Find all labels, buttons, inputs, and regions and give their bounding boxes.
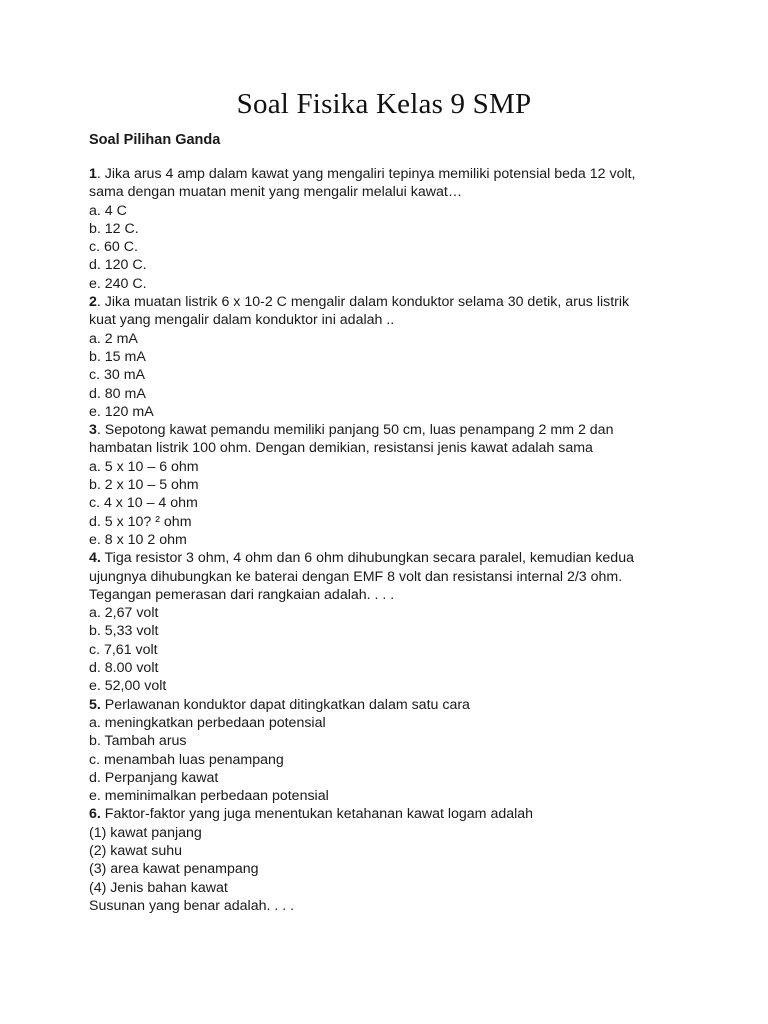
question-number: 5. [89, 696, 101, 713]
question-text-line: sama dengan muatan menit yang mengalir melalui kawat… [89, 184, 463, 201]
question-1 [89, 165, 689, 293]
question-3 [89, 421, 689, 549]
question-text: . Jika arus 4 amp dalam kawat yang mengaliri tepinya memiliki potensial beda 12 volt, [96, 166, 636, 182]
answer-option: a. 2 mA [89, 330, 138, 347]
question-number: 1 [89, 166, 97, 182]
answer-option: b. 12 C. [89, 220, 139, 237]
question-text: Perlawanan konduktor dapat ditingkatkan dalam satu cara [100, 696, 470, 713]
answer-option: c. menambah luas penampang [89, 751, 284, 768]
question-number: 6. [89, 806, 101, 823]
answer-option: a. 5 x 10 – 6 ohm [89, 458, 199, 475]
answer-option: b. 5,33 volt [89, 623, 159, 640]
answer-option: (4) Jenis bahan kawat [89, 879, 228, 896]
answer-option: c. 60 C. [89, 239, 138, 256]
answer-option: Susunan yang benar adalah. . . . [89, 897, 295, 914]
answer-option: b. 15 mA [89, 348, 146, 365]
question-text-line [89, 549, 689, 567]
answer-option: a. 2,67 volt [89, 605, 159, 622]
answer-option: a. 4 C [89, 202, 127, 219]
question-text: Tiga resistor 3 ohm, 4 ohm dan 6 ohm dihubungkan secara paralel, kemudian kedua [100, 550, 634, 567]
section-heading: Soal Pilihan Ganda [89, 132, 221, 148]
answer-option: c. 30 mA [89, 367, 145, 384]
question-text-line: hambatan listrik 100 ohm. Dengan demikian, resistansi jenis kawat adalah sama [89, 440, 593, 457]
answer-option: b. Tambah arus [89, 733, 187, 750]
question-text-line [89, 293, 689, 311]
question-text-line: ujungnya dihubungkan ke baterai dengan EMF 8 volt dan resistansi internal 2/3 ohm. [89, 568, 623, 585]
question-number: 3 [89, 422, 97, 439]
question-text-line: kuat yang mengalir dalam konduktor ini adalah .. [89, 312, 395, 329]
answer-option: e. 120 mA [89, 403, 154, 420]
question-text-line: Tegangan pemerasan dari rangkaian adalah. . . . [89, 586, 395, 603]
question-4 [89, 549, 689, 695]
answer-option: (2) kawat suhu [89, 842, 183, 859]
answer-option: e. meminimalkan perbedaan potensial [89, 788, 329, 805]
answer-option: d. 80 mA [89, 385, 146, 402]
question-text-line [89, 805, 689, 823]
question-text-line [89, 421, 689, 439]
document-title: Soal Fisika Kelas 9 SMP [236, 88, 532, 120]
question-number: 4. [89, 550, 101, 567]
answer-option: c. 7,61 volt [89, 641, 158, 658]
answer-option: a. meningkatkan perbedaan potensial [89, 714, 326, 731]
answer-option: b. 2 x 10 – 5 ohm [89, 477, 199, 494]
answer-option: e. 52,00 volt [89, 678, 167, 695]
answer-option: d. 5 x 10? ² ohm [89, 513, 192, 530]
answer-option: d. 8.00 volt [89, 660, 159, 677]
answer-option: e. 240 C. [89, 275, 147, 292]
question-6 [89, 805, 689, 915]
answer-option: e. 8 x 10 2 ohm [89, 531, 187, 548]
question-text-line [89, 165, 689, 183]
answer-option: (3) area kawat penampang [89, 861, 259, 878]
question-list [89, 165, 689, 915]
answer-option: d. Perpanjang kawat [89, 769, 219, 786]
question-text-line [89, 696, 689, 714]
question-2 [89, 293, 689, 421]
question-text: . Jika muatan listrik 6 x 10-2 C mengalir dalam konduktor selama 30 detik, arus listrik [96, 294, 630, 311]
question-text: Faktor-faktor yang juga menentukan ketahanan kawat logam adalah [100, 806, 534, 823]
question-text: . Sepotong kawat pemandu memiliki panjang 50 cm, luas penampang 2 mm 2 dan [96, 422, 614, 439]
answer-option: (1) kawat panjang [89, 824, 202, 841]
answer-option: c. 4 x 10 – 4 ohm [89, 495, 198, 512]
question-number: 2 [89, 294, 97, 311]
answer-option: d. 120 C. [89, 257, 147, 274]
question-5 [89, 696, 689, 806]
